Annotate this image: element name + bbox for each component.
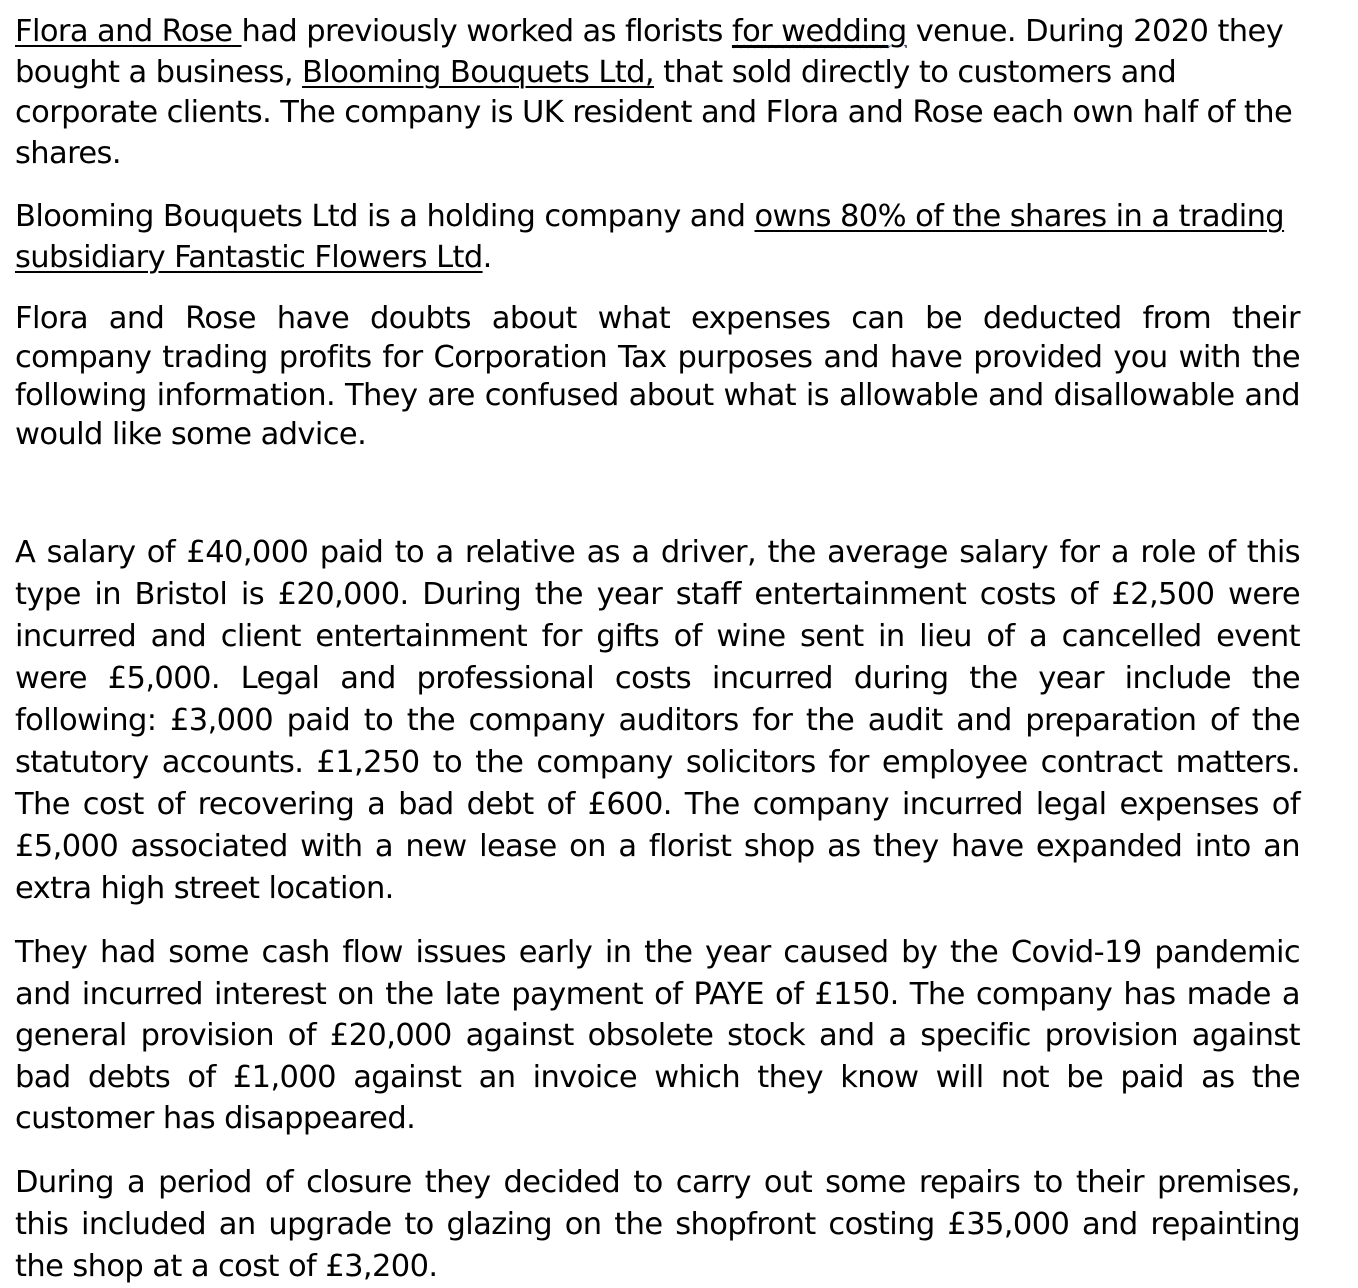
paragraph-doubts: Flora and Rose have doubts about what expenses can be deducted from their company trading profits for Corporation Tax purposes and have provided you with the following information. They are confused about what is allowable and disallowable and would like some advice. bbox=[15, 301, 1300, 452]
intro-text-c: that sold directly to customers and corporate clients. The company is UK resident and Flora and Rose each own half of the shares. bbox=[15, 54, 1293, 171]
names-underlined: Flora and Rose bbox=[15, 14, 242, 49]
paragraph-expenses: A salary of £40,000 paid to a relative as a driver, the average salary for a role of this type in Bristol is £20,000. During the year staff entertainment costs of £2,500 were incurred and client entertainment for gifts of wine sent in lieu of a cancelled event were £5,000. Legal and professional costs incurred during the year include the following: £3,000 paid to the company auditors for the audit and preparation of the statutory accounts. £1,250 to the company solicitors for employee contract matters. The cost of recovering a bad debt of £600. The company incurred legal expenses of £5,000 associated with a new lease on a florist shop as they have expanded into an extra high street location. bbox=[15, 535, 1300, 906]
paragraph-repairs: During a period of closure they decided to carry out some repairs to their premises, this included an upgrade to glazing on the shopfront costing £35,000 and repainting the shop at a cost of £3,200. bbox=[15, 1164, 1300, 1284]
company-underlined: Blooming Bouquets Ltd, bbox=[302, 54, 655, 90]
spellcheck-wedding bbox=[732, 14, 907, 49]
paragraph-cashflow: They had some cash flow issues early in the year caused by the Covid-19 pandemic and incurred interest on the late payment of PAYE of £150. The company has made a general provision of £20,000 against obsolete stock and a specific provision against bad debts of £1,000 against an invoice which they know will not be paid as the customer has disappeared. bbox=[15, 935, 1300, 1136]
document-body bbox=[15, 12, 1300, 1288]
paragraph-intro bbox=[15, 12, 1300, 174]
subsidiary-underlined: owns 80% of the shares in a trading subsidiary Fantastic Flowers Ltd bbox=[15, 199, 1285, 275]
paragraph-holding bbox=[15, 196, 1300, 278]
holding-text-a: Blooming Bouquets Ltd is a holding company and bbox=[15, 199, 755, 234]
holding-text-b: . bbox=[482, 240, 492, 275]
intro-text-b: venue. During 2020 they bought a business, bbox=[15, 14, 1284, 90]
wedding-underlined: for wedding bbox=[731, 14, 907, 49]
intro-text-a: had previously worked as florists bbox=[241, 14, 732, 49]
